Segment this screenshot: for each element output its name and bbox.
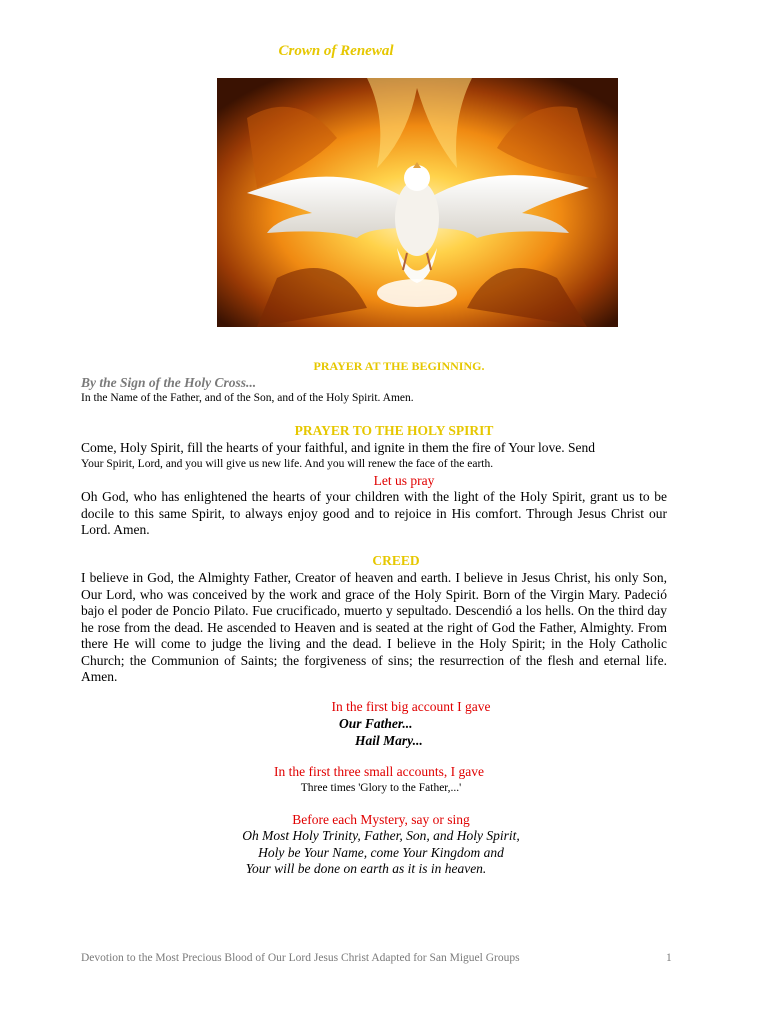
- holy-spirit-prayer: Oh God, who has enlightened the hearts of your children with the light of the Holy Spirit, grant us to be docile to this same Spirit, to always enjoy good and to rejoice in His comfort. Through Jesus Christ our Lord. Amen.: [81, 489, 667, 537]
- hail-mary-line: Hail Mary...: [355, 733, 423, 748]
- dove-in-flames-image: [217, 78, 618, 327]
- glory-line: Three times 'Glory to the Father,...': [300, 782, 462, 794]
- in-the-name-line: In the Name of the Father, and of the Son, and of the Holy Spirit. Amen.: [81, 392, 414, 404]
- page-footer: Devotion to the Most Precious Blood of Our Lord Jesus Christ Adapted for San Miguel Groups: [81, 952, 520, 964]
- creed-text: I believe in God, the Almighty Father, Creator of heaven and earth. I believe in Jesus Christ, his only Son, Our Lord, who was conceived by the work and grace of the Holy Spirit. Born of the Virgin Mary. Padeció bajo el poder de Poncio Pilato. Fue crucificado, muerto y sepultado. Descendió a los hells. On the third day he rose from the dead. He ascended to Heaven and is seated at the right of God the Father, Almighty. From there He will come to judge the living and the dead. I believe in the Holy Spirit; in the Holy Catholic Church; the Communion of Saints; the forgiveness of sins; the resurrection of the flesh and eternal life. Amen.: [81, 570, 667, 684]
- holy-spirit-heading: PRAYER TO THE HOLY SPIRIT: [294, 423, 494, 438]
- our-father-line: Our Father...: [339, 716, 413, 731]
- holy-spirit-line-1: Come, Holy Spirit, fill the hearts of your faithful, and ignite in them the fire of Your love. Send: [81, 440, 596, 455]
- page-number: 1: [666, 952, 672, 964]
- trinity-line-1: Oh Most Holy Trinity, Father, Son, and Holy Spirit,: [242, 828, 520, 843]
- mystery-label: Before each Mystery, say or sing: [292, 812, 470, 827]
- document-title: Crown of Renewal: [278, 43, 394, 59]
- big-account-label: In the first big account I gave: [331, 699, 491, 714]
- holy-spirit-line-2: Your Spirit, Lord, and you will give us new life. And you will renew the face of the earth.: [81, 458, 494, 470]
- beginning-heading: PRAYER AT THE BEGINNING.: [313, 359, 485, 373]
- trinity-line-3: Your will be done on earth as it is in heaven.: [245, 861, 487, 876]
- sign-of-cross-line: By the Sign of the Holy Cross...: [81, 375, 257, 390]
- let-us-pray-label: Let us pray: [373, 473, 435, 488]
- creed-heading: CREED: [372, 553, 420, 568]
- trinity-line-2: Holy be Your Name, come Your Kingdom and: [258, 845, 504, 860]
- small-accounts-label: In the first three small accounts, I gave: [274, 764, 484, 779]
